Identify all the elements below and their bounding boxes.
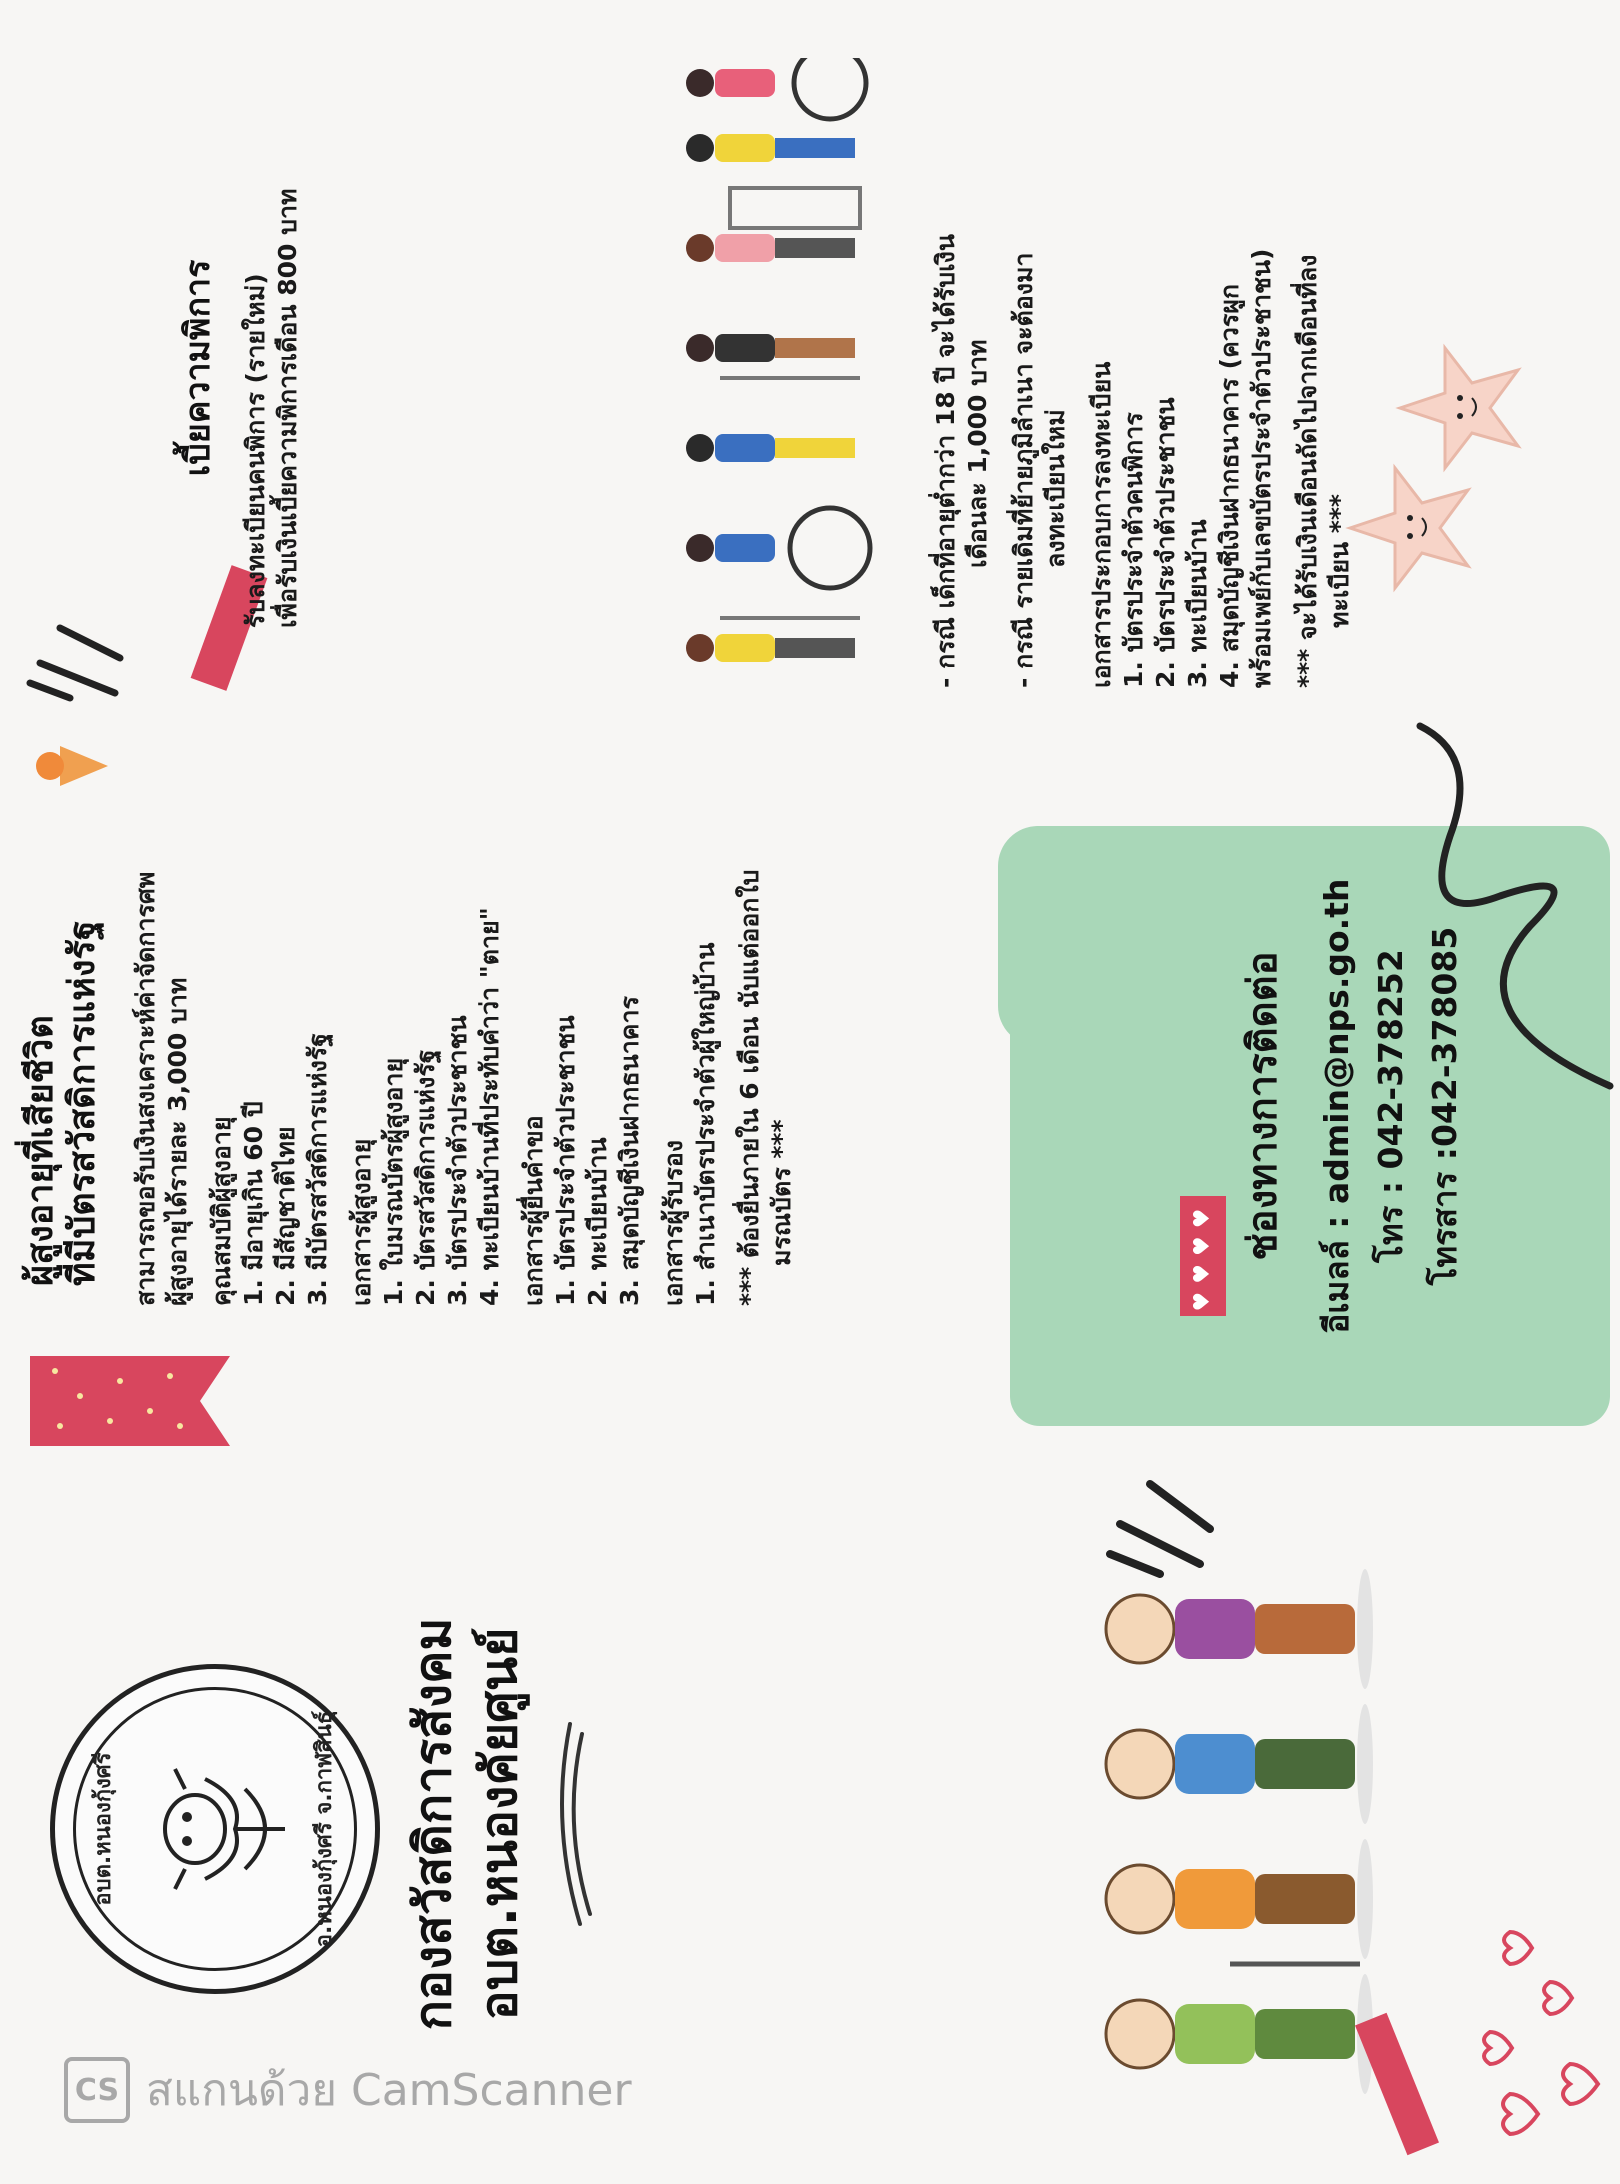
funeral-benefit-title-line1: ผู้สูงอายุที่เสียชีวิต	[20, 1015, 61, 1286]
organization-title	[400, 1504, 532, 2144]
registration-doc-item-4-line1: 4. สมุดบัญชีเงินฝากธนาคาร (ควรผูก	[1215, 283, 1244, 688]
payment-note-line2: ทะเบียน ***	[1325, 494, 1354, 628]
camscanner-watermark	[64, 2055, 632, 2125]
seal-bottom-text: อ.หนองกุ้งศรี จ.กาฬสินธุ์	[312, 1710, 337, 1948]
funeral-benefit-title-line2: ที่มีบัตรสวัสดิการแห่งรัฐ	[62, 920, 103, 1286]
funeral-benefit-title	[20, 866, 104, 1286]
disability-intro-line2: เพื่อรับเงินเบี้ยความพิการเดือน 800 บาท	[273, 188, 302, 628]
people-with-disabilities-illustration	[660, 58, 920, 698]
child-case-line2: เดือนละ 1,000 บาท	[963, 339, 992, 568]
elder-docs-header: เอกสารผู้สูงอายุ	[347, 1138, 376, 1306]
garuda-emblem-icon	[135, 1759, 295, 1899]
emphasis-strokes-icon	[1100, 1474, 1220, 1584]
squiggle-decoration	[540, 1714, 600, 1934]
organization-seal	[50, 1664, 380, 1994]
elder-doc-item: 3. บัตรประจำตัวประชาชน	[443, 1015, 472, 1306]
contact-email[interactable]: อีเมลล์ : admin@nps.go.th	[1317, 878, 1356, 1334]
certifier-doc-item: 1. สำเนาบัตรประจำตัวผู้ใหญ่บ้าน	[691, 942, 720, 1306]
funeral-benefit-panel	[0, 728, 1620, 1456]
qualification-item: 1. มีอายุเกิน 60 ปี	[239, 1101, 268, 1306]
disability-intro-line1: รับลงทะเบียนคนพิการ (รายใหม่)	[241, 273, 270, 628]
contact-title: ช่องทางการติดต่อ	[1240, 951, 1286, 1261]
requester-docs-header: เอกสารผู้ยื่นคำขอ	[519, 1115, 548, 1306]
qualification-header: คุณสมบัติผู้สูงอายุ	[207, 1116, 236, 1306]
qualification-item: 2. มีสัญชาติไทย	[271, 1126, 300, 1306]
watermark-text: สแกนด้วย CamScanner	[146, 2065, 632, 2116]
registration-doc-item: 2. บัตรประจำตัวประชาชน	[1151, 397, 1180, 688]
elder-doc-item: 2. บัตรสวัสดิการแห่งรัฐ	[411, 1049, 440, 1306]
disability-benefit-panel	[0, 0, 1620, 728]
funeral-intro-line2: ผู้สูงอายุได้รายละ 3,000 บาท	[163, 977, 192, 1306]
contact-box-cap	[998, 826, 1078, 1046]
disability-title: เบี้ยความพิการ	[178, 259, 218, 477]
organization-title-line2: อบต.หนองคัยศูนย์	[470, 1627, 528, 2021]
contact-fax: โทรสาร :042-378085	[1425, 926, 1464, 1286]
elder-doc-item: 4. ทะเบียนบ้านที่ประทับคำว่า "ตาย"	[475, 907, 504, 1306]
payment-note-line1: *** จะได้รับเงินเดือนถัดไปจากเดือนที่ลง	[1293, 254, 1322, 688]
organization-title-line1: กองสวัสดิการสังคม	[404, 1617, 462, 2031]
elderly-people-illustration	[1080, 1554, 1380, 2114]
requester-doc-item: 2. ทะเบียนบ้าน	[583, 1137, 612, 1306]
qualification-item: 3. มีบัตรสวัสดิการแห่งรัฐ	[303, 1032, 332, 1306]
certifier-docs-header: เอกสารผู้รับรอง	[659, 1139, 688, 1306]
polka-dot-ribbon-decoration	[30, 1356, 230, 1446]
deadline-note-line1: *** ต้องยื่นภายใน 6 เดือน นับแต่ออกใบ	[735, 869, 764, 1306]
requester-doc-item: 1. บัตรประจำตัวประชาชน	[551, 1015, 580, 1306]
elder-doc-item: 1. ใบมรณบัตรผู้สูงอายุ	[379, 1057, 408, 1306]
child-case-line1: - กรณี เด็กที่อายุต่ำกว่า 18 ปี จะได้รับเงิน	[931, 234, 960, 688]
camscanner-logo-icon: CS	[64, 2057, 130, 2123]
registration-doc-item: 1. บัตรประจำตัวคนพิการ	[1119, 412, 1148, 688]
hearts-tape-decoration: ♥♥♥♥	[1180, 1196, 1226, 1316]
emphasis-strokes-icon	[20, 618, 130, 708]
funeral-benefit-body	[130, 766, 810, 1306]
disability-intro	[240, 28, 304, 628]
relocation-case-line1: - กรณี รายเดิมที่ย้ายภูมิลำเนา จะต้องมา	[1009, 252, 1038, 688]
requester-doc-item: 3. สมุดบัญชีเงินฝากธนาคาร	[615, 996, 644, 1306]
contact-phone[interactable]: โทร : 042-378252	[1371, 949, 1410, 1263]
deadline-note-line2: มรณบัตร ***	[767, 1119, 796, 1266]
party-hat-icon	[30, 736, 110, 796]
hearts-decoration-icon	[1470, 1904, 1620, 2164]
relocation-case-line2: ลงทะเบียนใหม่	[1041, 409, 1070, 568]
registration-docs-header: เอกสารประกอบการลงทะเบียน	[1087, 361, 1116, 688]
disability-body	[930, 48, 1370, 688]
funeral-intro-line1: สามารถขอรับเงินสงเคราะห์ค่าจัดการศพ	[131, 871, 160, 1306]
smiling-stars-decoration-icon	[1340, 338, 1540, 598]
registration-doc-item: 3. ทะเบียนบ้าน	[1183, 519, 1212, 688]
loop-doodle-decoration	[1410, 716, 1620, 1096]
registration-doc-item-4-line2: พร้อมเพย์กับเลขบัตรประจำตัวประชาชน)	[1247, 248, 1276, 688]
seal-top-text: อบต.หนองกุ้งศรี	[91, 1752, 116, 1906]
